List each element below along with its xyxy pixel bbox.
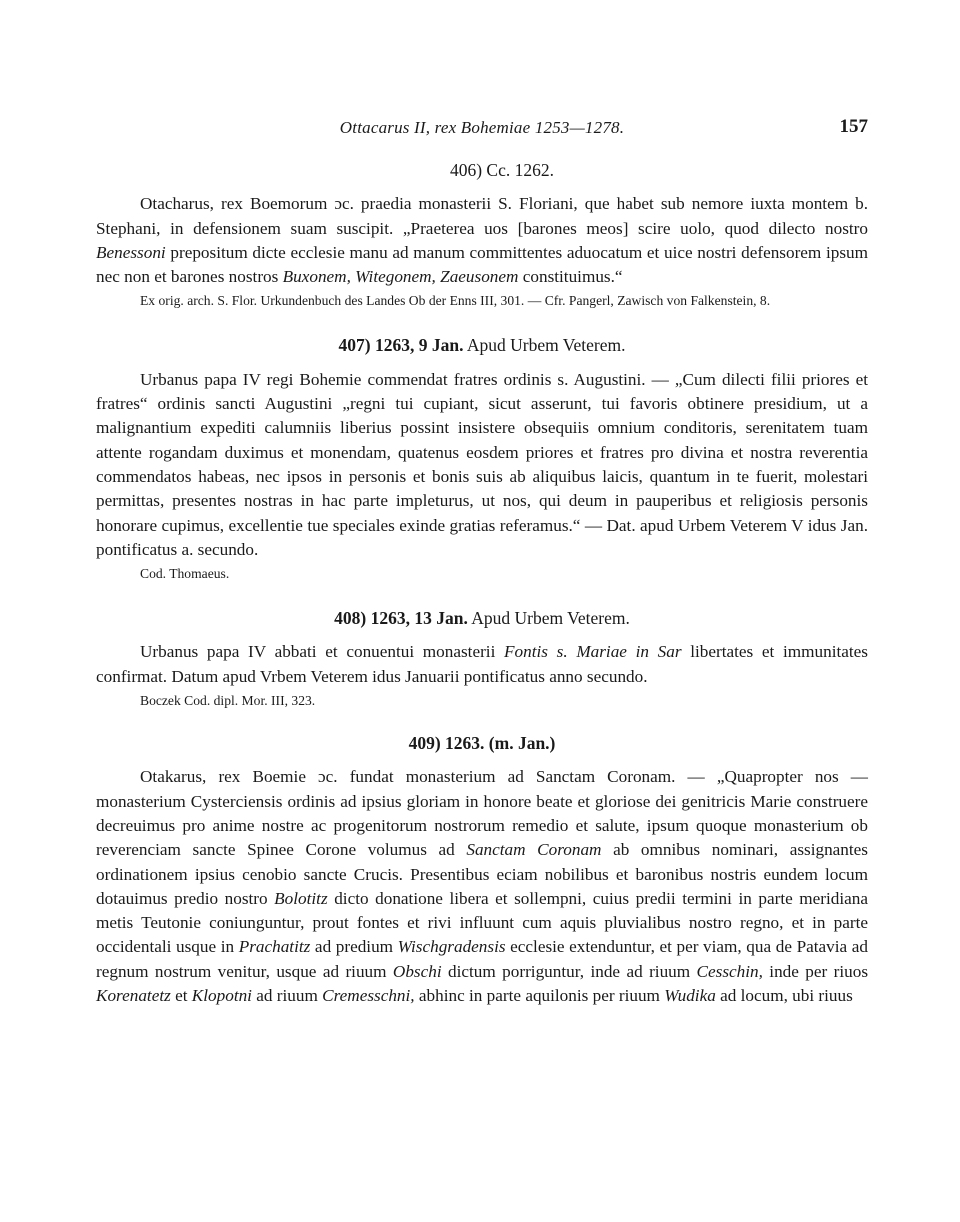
running-title: Ottacarus II, rex Bohemiae 1253—1278. xyxy=(339,118,625,137)
entry-heading-406: 406) Cc. 1262. xyxy=(449,160,555,180)
entry-body-408: Urbanus papa IV abbati et conuentui monasterii Fontis s. Mariae in Sar libertates et immunitates confirmat. Datum apud Vrbem Veterem idus Januarii pontificatus anno secundo. xyxy=(96,642,868,686)
entry-source-407: Cod. Thomaeus. xyxy=(140,566,230,582)
entry-heading-408: 408) 1263, 13 Jan. Apud Urbem Veterem. xyxy=(334,608,630,629)
entry-heading-407: 407) 1263, 9 Jan. Apud Urbem Veterem. xyxy=(338,335,626,356)
entry-body-406: Otacharus, rex Boemorum ɔc. praedia monasterii S. Floriani, que habet sub nemore iuxta montem b. Stephani, in defensionem suam suscipit. „Praeterea uos [barones meos] scire uolo, quod dilecto nostro Benessoni prepositum dicte ecclesie manu ad manum committentes aduocatum et uice nostri defensorem ipsum nec non et barones nostros Buxonem, Witegonem, Zaeusonem constituimus.“ xyxy=(96,194,868,287)
entry-source-408: Boczek Cod. dipl. Mor. III, 323. xyxy=(140,693,316,709)
running-head xyxy=(96,118,868,142)
entry-heading-409: 409) 1263. (m. Jan.) xyxy=(408,733,556,754)
entry-body-407: Urbanus papa IV regi Bohemie commendat fratres ordinis s. Augustini. — „Cum dilecti filii priores et fratres“ ordinis sancti Augustini „regni tui cupiant, sicut asserunt, tui favoris obtinere presidium, ut a malignantium expediti calumniis liberius possint insistere obsequiis omnium conditoris, serenitatem tuam attente rogandam duximus et monendam, quatenus eosdem priores et fratres pro divina et nostra reverentia commendatos habeas, nec ipsos in personis et bonis suis ab aliquibus laicis, quantum in te fuerit, molestari permittas, presentes nostras in hac parte impleturus, ut nos, qui deum in pauperibus et religiosis personis honorare cupimus, excellentie tue speciales exinde gratias referamus.“ — Dat. apud Urbem Veterem V idus Jan. pontificatus a. secundo. xyxy=(96,369,868,559)
entry-body-409: Otakarus, rex Boemie ɔc. fundat monasterium ad Sanctam Coronam. — „Quapropter nos — monasterium Cysterciensis ordinis ad ipsius gloriam in honore beate et gloriose dei genitricis Marie construere decreuimus pro anime nostre ac progenitorum nostrorum remedio et salute, ipsum quoque monasterium ob reverenciam sancte Spinee Corone volumus ad Sanctam Coronam ab omnibus nominari, assignantes ordinationem ipsius cenobio sancte Crucis. Presentibus eciam nobilibus et baronibus nostris eundem locum dotauimus predio nostro Bolotitz dicto donatione libera et sollempni, cuius predii termini in parte meridiana metis Teutonie coniunguntur, prout fontes et rivi influunt cum aquis pluvialibus nostro regno, et in parte occidentali usque in Prachatitz ad predium Wischgradensis ecclesie extenduntur, et per viam, qua de Patavia ad regnum nostrum venitur, usque ad riuum Obschi dictum porriguntur, inde ad riuum Cesschin, inde per riuos Korenatetz et Klopotni ad riuum Cremesschni, abhinc in parte aquilonis per riuum Wudika ad locum, ubi riuus xyxy=(96,767,869,1006)
page-number: 157 xyxy=(839,116,868,137)
entry-source-406: Ex orig. arch. S. Flor. Urkundenbuch des Landes Ob der Enns III, 301. — Cfr. Pangerl, Zawisch von Falkenstein, 8. xyxy=(140,293,771,309)
page-content xyxy=(96,158,868,1008)
